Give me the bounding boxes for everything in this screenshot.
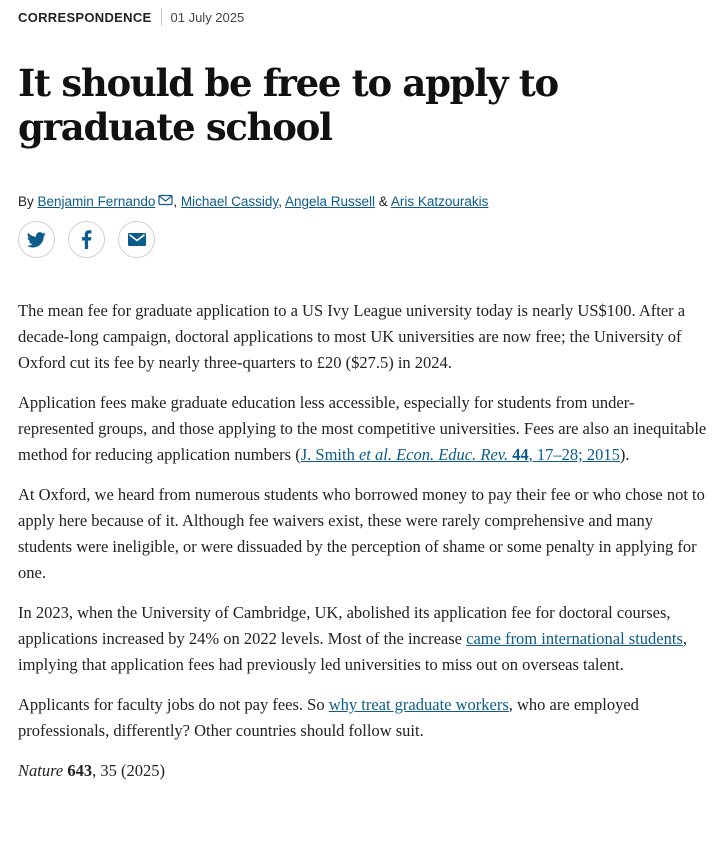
article-citation <box>18 758 708 784</box>
citation-volume: 643 <box>67 761 93 780</box>
paragraph-2-end: ). <box>619 445 630 464</box>
paragraph-2-text: Application fees make graduate education less accessible, especially for students from under-represented groups, and those applying to the most competitive universities. Fees are also an inequitable method for reducing application numbers ( <box>18 393 707 464</box>
author-byline <box>18 193 708 211</box>
twitter-icon <box>27 232 46 248</box>
corresponding-author-mail-icon[interactable] <box>158 193 173 211</box>
article-type[interactable]: CORRESPONDENCE <box>18 9 152 25</box>
article-body <box>18 298 708 744</box>
paragraph-2 <box>18 390 708 468</box>
paragraph-5-text: Applicants for faculty jobs do not pay fees. So <box>18 695 329 714</box>
email-icon <box>128 233 146 246</box>
article-title: It should be free to apply to graduate school <box>18 61 558 149</box>
meta-divider <box>161 8 162 26</box>
paragraph-4-end: , implying that application fees had previously led universities to miss out on overseas talent. <box>18 629 687 674</box>
paragraph-5-end: , who are employed professionals, differently? Other countries should follow suit. <box>18 695 639 740</box>
citation-details: , 35 (2025) <box>92 761 165 780</box>
paragraph-4 <box>18 600 708 678</box>
paragraph-3: At Oxford, we heard from numerous students who borrowed money to pay their fee or who chose not to apply here because of it. Although fee waivers exist, these were rarely comprehensive and many students were ineligible, or were dissuaded by the perception of shame or some penalty in applying for one. <box>18 485 705 582</box>
citation-journal: Nature <box>18 761 64 780</box>
paragraph-1: The mean fee for graduate application to a US Ivy League university today is nearly US$100. After a decade-long campaign, doctoral applications to most UK universities are now free; the University of Oxford cut its fee by nearly three-quarters to £20 ($27.5) in 2024. <box>18 301 686 372</box>
byline-ampersand: & <box>378 194 388 209</box>
publish-date: 01 July 2025 <box>170 9 245 25</box>
email-share-button[interactable] <box>118 221 155 258</box>
author-link-3[interactable]: Angela Russell <box>284 194 376 209</box>
reference-journal: et al. Econ. Educ. Rev. <box>358 445 509 464</box>
graduate-workers-link[interactable]: why treat graduate workers <box>328 695 509 714</box>
byline-comma: , <box>173 194 178 209</box>
reference-volume: 44 <box>512 445 529 464</box>
facebook-icon <box>81 230 92 249</box>
share-buttons <box>18 221 708 258</box>
international-students-link[interactable]: came from international students <box>466 629 683 648</box>
twitter-share-button[interactable] <box>18 221 55 258</box>
byline-prefix: By <box>18 194 34 209</box>
facebook-share-button[interactable] <box>68 221 105 258</box>
byline-comma: , <box>278 194 282 209</box>
author-link-1[interactable]: Benjamin Fernando <box>37 194 156 209</box>
article-meta <box>18 8 708 26</box>
author-link-4[interactable]: Aris Katzourakis <box>390 194 489 209</box>
reference-pages: , 17–28; 2015 <box>528 445 620 464</box>
author-link-2[interactable]: Michael Cassidy <box>180 194 279 209</box>
article-page <box>18 0 708 784</box>
paragraph-5 <box>18 692 708 744</box>
reference-authors: J. Smith <box>300 445 359 464</box>
paragraph-4-text: In 2023, when the University of Cambridge, UK, abolished its application fee for doctoral courses, applications increased by 24% on 2022 levels. Most of the increase <box>18 603 671 648</box>
reference-link[interactable] <box>301 445 620 464</box>
